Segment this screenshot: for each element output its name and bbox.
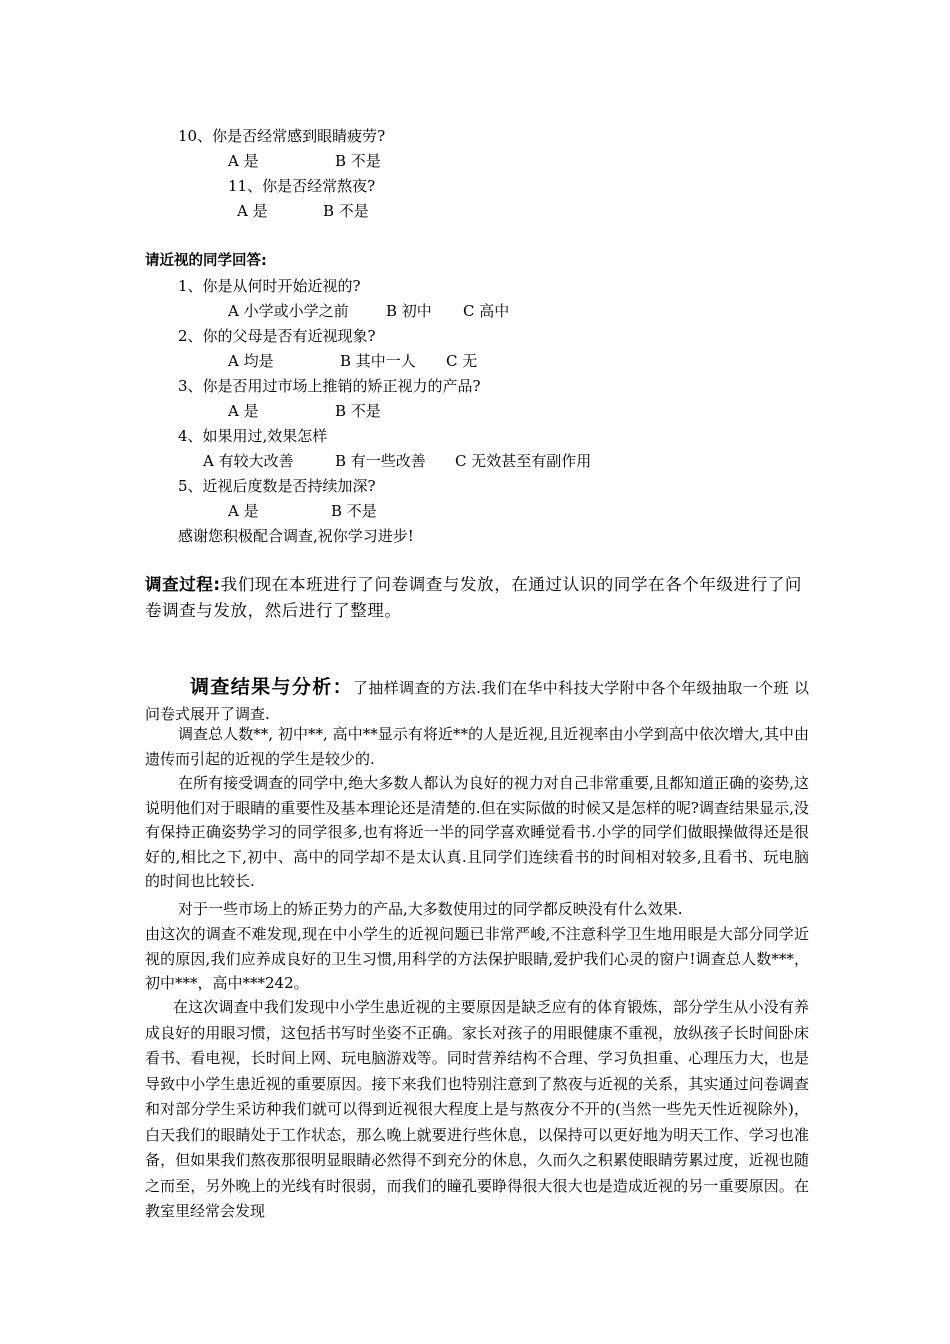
results-paragraph-1: 调查总人数**, 初中**, 高中**显示有将近**的人是近视,且近视率由小学到高中依次增大,其中由遗传而引起的近视的学生是较少的. bbox=[145, 725, 809, 768]
myopia-q2-option-c: C 无 bbox=[446, 352, 478, 370]
myopia-question-1-options bbox=[228, 301, 509, 321]
myopia-question-5-options bbox=[228, 501, 377, 521]
myopia-question-1: 1、你是从何时开始近视的? bbox=[178, 277, 361, 295]
myopia-q1-option-b: B 初中 bbox=[386, 302, 432, 320]
myopia-q5-option-b: B 不是 bbox=[331, 502, 377, 520]
myopia-question-2-options bbox=[228, 351, 477, 371]
myopia-q2-option-a: A 均是 bbox=[228, 352, 274, 370]
survey-process-label: 调查过程: bbox=[145, 575, 221, 594]
myopia-q3-option-a: A 是 bbox=[228, 402, 259, 420]
myopia-question-3-options bbox=[228, 401, 381, 421]
myopia-q4-option-a: A 有较大改善 bbox=[203, 452, 294, 470]
question-11-option-b: B 不是 bbox=[323, 202, 369, 220]
results-paragraph-3: 对于一些市场上的矫正势力的产品,大多数使用过的同学都反映没有什么效果. bbox=[178, 900, 683, 918]
question-11-option-a: A 是 bbox=[237, 202, 268, 220]
myopia-q4-option-c: C 无效甚至有副作用 bbox=[455, 452, 592, 470]
myopia-q1-option-c: C 高中 bbox=[463, 302, 510, 320]
results-paragraph-5: 在这次调查中我们发现中小学生患近视的主要原因是缺乏应有的体育锻炼，部分学生从小没有养成良好的用眼习惯，这包括书写时坐姿不正确。家长对孩子的用眼健康不重视，放纵孩子长时间卧床看书、看电视，长时间上网、玩电脑游戏等。同时营养结构不合理、学习负担重、心理压力大，也是导致中小学生患近视的重要原因。接下来我们也特别注意到了熬夜与近视的关系，其实通过问卷调查和对部分学生采访种我们就可以得到近视很大程度上是与熬夜分不开的(当然一些先天性近视除外)，白天我们的眼睛处于工作状态，那么晚上就要进行些休息，以保持可以更好地为明天工作、学习也准备，但如果我们熬夜那很明显眼睛必然得不到充分的休息，久而久之积累使眼睛劳累过度，近视也随之而至，另外晚上的光线有时很弱，而我们的瞳孔要睁得很大很大也是造成近视的另一重要原因。在教室里经常会发现 bbox=[145, 998, 809, 1220]
results-paragraph-2: 在所有接受调查的同学中,绝大多数人都认为良好的视力对自己非常重要,且都知道正确的姿势,这说明他们对于眼睛的重要性及基本理论还是清楚的.但在实际做的时候又是怎样的呢?调查结果显示,没有保持正确姿势学习的同学很多,也有将近一半的同学喜欢睡觉看书.小学的同学们做眼操做得还是很好的,相比之下,初中、高中的同学却不是太认真.且同学们连续看书的时间相对较多,且看书、玩电脑的时间也比较长. bbox=[145, 774, 809, 890]
thanks-note: 感谢您积极配合调查,祝你学习进步! bbox=[178, 527, 414, 545]
results-paragraph-4: 由这次的调查不难发现,现在中小学生的近视问题已非常严峻,不注意科学卫生地用眼是大部分同学近视的原因,我们应养成良好的卫生习惯,用科学的方法保护眼睛,爱护我们心灵的窗户!调查总人数***，初中***，高中***242。 bbox=[145, 925, 809, 992]
question-10: 10、你是否经常感到眼睛疲劳? bbox=[178, 127, 386, 145]
myopia-q3-option-b: B 不是 bbox=[335, 402, 381, 420]
myopia-question-4-options bbox=[203, 451, 591, 471]
myopia-question-5: 5、近视后度数是否持续加深? bbox=[178, 477, 376, 495]
results-heading: 调查结果与分析： bbox=[190, 676, 354, 698]
myopia-section-heading: 请近视的同学回答: bbox=[145, 253, 267, 269]
myopia-q5-option-a: A 是 bbox=[228, 502, 259, 520]
results-intro-paragraph bbox=[145, 674, 809, 727]
question-10-options bbox=[228, 151, 381, 171]
survey-process-paragraph bbox=[145, 572, 809, 624]
myopia-question-2: 2、你的父母是否有近视现象? bbox=[178, 327, 376, 345]
myopia-q4-option-b: B 有一些改善 bbox=[335, 452, 426, 470]
survey-process-text: 我们现在本班进行了问卷调查与发放，在通过认识的同学在各个年级进行了问卷调查与发放，然后进行了整理。 bbox=[145, 575, 803, 620]
question-10-option-b: B 不是 bbox=[335, 152, 381, 170]
myopia-question-4: 4、如果用过,效果怎样 bbox=[178, 427, 328, 445]
question-11: 11、你是否经常熬夜? bbox=[228, 177, 376, 195]
myopia-question-3: 3、你是否用过市场上推销的矫正视力的产品? bbox=[178, 377, 481, 395]
myopia-q2-option-b: B 其中一人 bbox=[340, 352, 416, 370]
results-intro-text: 了抽样调查的方法.我们在华中科技大学附中各个年级抽取一个班 以问卷式展开了调查. bbox=[145, 679, 809, 723]
question-10-option-a: A 是 bbox=[228, 152, 259, 170]
myopia-q1-option-a: A 小学或小学之前 bbox=[228, 302, 349, 320]
question-11-options bbox=[237, 201, 369, 221]
